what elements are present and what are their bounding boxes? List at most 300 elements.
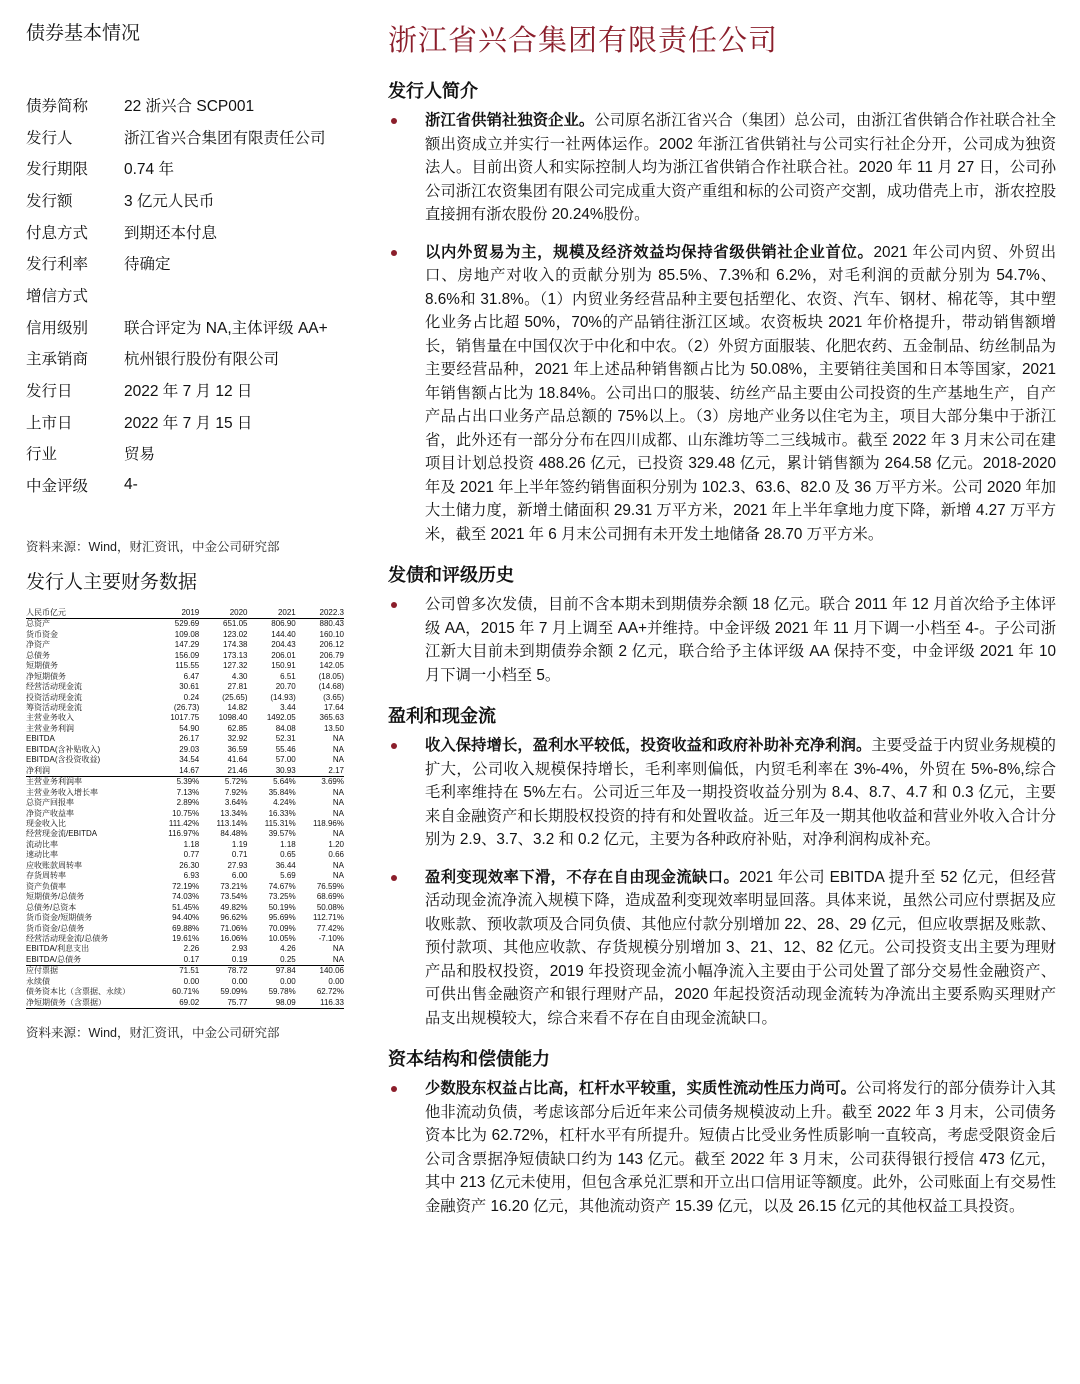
financial-cell: 97.84 <box>275 966 296 976</box>
financial-cell: 0.17 <box>151 955 199 966</box>
bullet-profit-2 <box>388 866 1056 1031</box>
financial-row-label: 净利润 <box>26 766 151 777</box>
financial-cell: 74.03% <box>172 892 200 902</box>
financial-cell: 73.25% <box>268 892 296 902</box>
table-row <box>26 861 344 871</box>
financial-cell: 62.85 <box>227 723 248 733</box>
financial-cell: 115.31% <box>264 819 296 828</box>
financial-header-cell: 2022.3 <box>296 608 344 619</box>
financial-cell: NA <box>296 955 344 966</box>
financial-row-label: 现金收入比 <box>26 819 66 828</box>
financial-cell: 76.59% <box>316 881 344 891</box>
financial-cell: 36.59 <box>227 744 248 754</box>
financial-row-label: 总资产 <box>26 619 50 629</box>
bullet-lead: 浙江省供销社独资企业。 <box>425 112 595 129</box>
bullet-profit-1 <box>388 734 1056 852</box>
financial-cell: 94.40% <box>172 913 200 923</box>
financial-cell: 115.55 <box>175 661 200 671</box>
bond-info-key: 发行人 <box>26 129 73 147</box>
financial-cell: 57.00 <box>275 755 296 765</box>
financial-cell: NA <box>332 871 344 881</box>
bullet-lead: 以内外贸易为主，规模及经济效益均保持省级供销社企业首位。 <box>425 243 874 261</box>
financial-cell: (18.05) <box>318 671 344 681</box>
financial-row-label: EBITDA(含补贴收入) <box>26 744 101 754</box>
financial-cell: 2.17 <box>296 766 344 777</box>
financial-cell: 30.61 <box>179 682 200 692</box>
bond-info-key: 信用级别 <box>26 319 89 337</box>
financial-cell: 52.31 <box>275 734 296 744</box>
financial-header-cell: 2019 <box>151 608 199 619</box>
financial-cell: 116.97% <box>168 829 200 839</box>
financial-row-label: 货币资金/短期债务 <box>26 913 93 923</box>
bond-info-row <box>26 279 356 311</box>
bond-info-value: 2022 年 7 月 15 日 <box>124 414 253 432</box>
table-row <box>26 955 344 966</box>
financial-cell: 32.92 <box>227 734 248 744</box>
financial-row-label: 资产负债率 <box>26 881 66 891</box>
financial-row-label: 永续债 <box>26 976 50 986</box>
financial-cell: 55.46 <box>275 744 296 754</box>
table-row <box>26 703 344 713</box>
table-row <box>26 661 344 671</box>
financial-cell: 78.72 <box>227 966 248 976</box>
financial-row-label: 经营现金流/EBITDA <box>26 829 98 839</box>
financial-row-label: 主营业务收入增长率 <box>26 787 98 797</box>
bullet-body: 公司原名浙江省兴合（集团）总公司，由浙江省供销合作社联合社全额出资成立并实行一社两体运作。2002 年浙江省供销社与公司实行社企分开，公司成为独资法人。目前出资人和实际控制人均为浙江省供销合作社联合社。2020 年 11 月 27 日，公司孙公司浙江农资集团有限公司完成重大资产重组和标的公司资产交割，成功借壳上市，浙农控股直接拥有浙农股份 20.24%股份。 <box>425 112 1056 223</box>
table-row <box>26 998 344 1009</box>
financial-cell: 49.82% <box>220 902 248 912</box>
financial-cell: 113.14% <box>216 819 248 828</box>
financial-row-label: 应收账款周转率 <box>26 860 82 870</box>
financial-cell: 880.43 <box>319 619 344 629</box>
financial-cell: 41.64 <box>227 755 248 765</box>
financial-row-label: 短期债务 <box>26 661 58 671</box>
financial-cell: 0.00 <box>328 976 344 986</box>
financial-cell: 68.69% <box>316 892 344 902</box>
financial-cell: 26.30 <box>179 860 200 870</box>
table-row <box>26 619 344 630</box>
financial-cell: 59.09% <box>220 987 248 997</box>
financial-cell: NA <box>332 787 344 797</box>
financial-cell: 0.71 <box>231 850 248 860</box>
left-column <box>26 18 356 1041</box>
financial-row-label: 经营活动现金流/总债务 <box>26 933 109 943</box>
financial-cell: 73.21% <box>220 881 248 891</box>
financial-cell: 142.05 <box>319 661 344 671</box>
financial-cell: (3.65) <box>323 692 344 702</box>
financial-cell: 5.72% <box>224 777 248 787</box>
financial-cell: 140.06 <box>319 966 344 976</box>
financial-cell: (14.68) <box>318 682 344 692</box>
bullet-dot-icon <box>388 109 425 227</box>
financial-cell: 77.42% <box>316 923 344 933</box>
bond-info-value: 4- <box>124 476 138 494</box>
financial-row-label: EBITDA(含投资收益) <box>26 755 101 765</box>
financial-cell: 173.13 <box>223 650 248 660</box>
table-row <box>26 882 344 892</box>
bond-info-row <box>26 469 356 501</box>
bullet-lead: 盈利变现效率下滑，不存在自由现金流缺口。 <box>425 868 740 886</box>
bond-info-value: 2022 年 7 月 12 日 <box>124 383 253 401</box>
table-row <box>26 809 344 819</box>
financial-row-label: EBITDA <box>26 734 55 744</box>
financial-cell: 806.90 <box>271 619 296 629</box>
financial-cell: 4.24% <box>273 798 296 808</box>
bullet-dot-icon <box>388 866 425 1031</box>
financial-row-label: 流动比率 <box>26 839 58 849</box>
financial-cell: 10.75% <box>172 808 200 818</box>
financial-cell: NA <box>332 944 344 954</box>
financial-table <box>26 608 344 1009</box>
table-row <box>26 766 344 777</box>
financial-row-label: EBITDA/利息支出 <box>26 944 90 954</box>
financial-cell: 14.67 <box>151 766 199 777</box>
financial-cell: 206.79 <box>319 650 344 660</box>
bond-info-value: 3 亿元人民币 <box>124 192 215 210</box>
bond-info-key: 增信方式 <box>26 287 89 305</box>
table-row <box>26 977 344 987</box>
financial-cell: NA <box>332 798 344 808</box>
bond-info-value: 0.74 年 <box>124 161 174 179</box>
financial-cell: NA <box>332 860 344 870</box>
financial-row-label: 主营业务收入 <box>26 713 74 723</box>
table-row <box>26 788 344 798</box>
financial-cell: 84.48% <box>220 829 248 839</box>
financial-cell: 1492.05 <box>266 713 296 723</box>
bullet-issuer-1 <box>388 109 1056 227</box>
financial-row-label: 总债务/总资本 <box>26 902 77 912</box>
financial-cell: 118.96% <box>313 819 344 828</box>
bullet-dot-icon <box>388 241 425 547</box>
table-row <box>26 777 344 788</box>
financial-cell: 20.70 <box>275 682 296 692</box>
financial-cell: 19.61% <box>172 933 200 943</box>
financial-cell: 147.29 <box>174 640 200 650</box>
financial-cell: -7.10% <box>318 933 344 943</box>
bond-info-row <box>26 152 356 184</box>
financial-row-label: 货币资金/总债务 <box>26 923 85 933</box>
bond-info-value: 浙江省兴合集团有限责任公司 <box>124 129 326 147</box>
bond-info-value: 到期还本付息 <box>124 224 218 242</box>
financial-cell: 75.77 <box>199 998 247 1009</box>
table-row <box>26 892 344 902</box>
financial-row-label: 主营业务利润 <box>26 723 74 733</box>
financial-row-label: 筹资活动现金流 <box>26 703 82 713</box>
bullet-dot-icon <box>388 593 425 687</box>
financial-row-label: 净资产 <box>26 640 50 650</box>
bond-info-key: 主承销商 <box>26 351 89 369</box>
financial-cell: 3.64% <box>224 798 248 808</box>
financial-cell: 6.51 <box>280 671 296 681</box>
table-row <box>26 745 344 755</box>
financial-cell: 29.03 <box>179 744 200 754</box>
table-row <box>26 924 344 934</box>
bond-info-key: 发行额 <box>26 192 73 210</box>
financial-row-label: 净短期债务（含票据） <box>26 998 151 1009</box>
financial-row-label: 债务资本比（含票据、永续） <box>26 987 130 997</box>
financial-cell: 10.05% <box>268 933 296 943</box>
financial-header-cell: 2021 <box>248 608 296 619</box>
table-row <box>26 798 344 808</box>
table-row <box>26 840 344 850</box>
financial-cell: 0.77 <box>183 850 200 860</box>
financial-cell: 50.08% <box>316 902 344 912</box>
financial-row-label: EBITDA/总债务 <box>26 955 151 966</box>
financial-cell: 71.51 <box>179 966 200 976</box>
table-row <box>26 944 344 954</box>
section-title-issuer: 发行人简介 <box>388 81 478 101</box>
financial-row-label: 存货周转率 <box>26 871 66 881</box>
financial-cell: (25.65) <box>222 692 248 702</box>
financial-cell: 95.69% <box>268 913 296 923</box>
bond-info-key: 中金评级 <box>26 478 89 496</box>
financial-cell: 6.47 <box>183 671 200 681</box>
bond-info-row <box>26 343 356 375</box>
financial-cell: 30.93 <box>248 766 296 777</box>
table-row <box>26 682 344 692</box>
financial-cell: 71.06% <box>220 923 248 933</box>
financial-cell: 144.40 <box>271 629 296 639</box>
financial-cell: NA <box>332 808 344 818</box>
financial-cell: 0.00 <box>183 976 200 986</box>
bullet-rating-1 <box>388 593 1056 687</box>
financial-header-cell: 2020 <box>199 608 247 619</box>
financial-row-label: 货币资金 <box>26 629 58 639</box>
financial-row-label: 净资产收益率 <box>26 808 74 818</box>
financial-data-title: 发行人主要财务数据 <box>26 571 198 593</box>
financial-cell: NA <box>332 744 344 754</box>
bond-info-row <box>26 216 356 248</box>
financial-cell: 98.09 <box>248 998 296 1009</box>
table-row <box>26 724 344 734</box>
financial-cell: 60.71% <box>172 987 200 997</box>
table-row <box>26 630 344 640</box>
bond-info-row <box>26 374 356 406</box>
financial-cell: 109.08 <box>174 629 200 639</box>
financial-cell: NA <box>332 755 344 765</box>
financial-cell: 5.39% <box>176 777 200 787</box>
bond-info-value: 22 浙兴合 SCP001 <box>124 97 255 115</box>
financial-cell: 21.46 <box>199 766 247 777</box>
bullet-capital-1 <box>388 1077 1056 1218</box>
financial-cell: 204.43 <box>271 640 296 650</box>
bond-info-value: 杭州银行股份有限公司 <box>124 351 280 369</box>
bullet-dot-icon <box>388 1077 425 1218</box>
financial-cell: 36.44 <box>275 860 296 870</box>
financial-cell: 2.26 <box>183 944 200 954</box>
table-row <box>26 819 344 829</box>
financial-row-label: 经营活动现金流 <box>26 682 82 692</box>
financial-cell: NA <box>332 829 344 839</box>
financial-cell: 206.12 <box>319 640 344 650</box>
financial-cell: 0.00 <box>280 976 296 986</box>
financial-cell: 70.09% <box>268 923 296 933</box>
financial-cell: 51.45% <box>172 902 200 912</box>
financial-cell: 62.72% <box>316 987 344 997</box>
financial-cell: 3.44 <box>280 703 296 713</box>
financial-cell: 127.32 <box>223 661 248 671</box>
table-row <box>26 913 344 923</box>
table-row <box>26 987 344 997</box>
table-row <box>26 966 344 977</box>
financial-cell: 72.19% <box>172 881 200 891</box>
financial-cell: 1098.40 <box>218 713 248 723</box>
bullet-body: 公司曾多次发债，目前不含本期未到期债券余额 18 亿元。联合 2011 年 12 月首次给予主体评级 AA，2015 年 7 月上调至 AA+并维持。中金评级 2021 年 11 月下调一小档至 4-。子公司浙江新大目前未到期债券余额 2 亿元，联合给予主体评级 AA 保持不变，中金评级 2021 年 10 月下调一小档至 5。 <box>425 596 1056 684</box>
financial-row-label: 投资活动现金流 <box>26 692 82 702</box>
financial-cell: 17.64 <box>323 703 344 713</box>
bond-info-row <box>26 184 356 216</box>
financial-cell: 35.84% <box>268 787 296 797</box>
financial-cell: 174.38 <box>223 640 248 650</box>
bond-info-key: 行业 <box>26 446 58 464</box>
financial-cell: 1.18 <box>183 839 200 849</box>
financial-cell: 150.91 <box>271 661 296 671</box>
financial-cell: 16.33% <box>268 808 296 818</box>
bond-info-row <box>26 311 356 343</box>
financial-row-label: 总资产回报率 <box>26 798 74 808</box>
financial-cell: 50.19% <box>268 902 296 912</box>
bullet-issuer-2 <box>388 241 1056 547</box>
financial-cell: NA <box>332 734 344 744</box>
financial-cell: 0.00 <box>231 976 248 986</box>
financial-cell: 3.69% <box>321 777 344 787</box>
financial-cell: (26.73) <box>173 703 200 713</box>
financial-cell: 529.69 <box>174 619 200 629</box>
company-title: 浙江省兴合集团有限责任公司 <box>388 25 779 57</box>
financial-cell: 0.66 <box>328 850 344 860</box>
bullet-body: 2021 年公司内贸、外贸出口、房地产对收入的贡献分别为 85.5%、7.3%和 6.2%，对毛利润的贡献分别为 54.7%、8.6%和 31.8%。（1）内贸业务经营品种主要包括塑化、农资、汽车、钢材、棉花等，其中塑化业务占比超 50%，70%的产品销往浙江区域。农资板块 2021 年价格提升，带动销售额增长，销售量在中国仅次于中化和中农。（2）外贸方面服装、化肥农药、五金制品、纺丝制品为主要经营品种，2021 年上述品种销售额占比为 50.08%，主要销往美国和日本等国家，2021 年销售额占比为 18.84%。公司出口的服装、纺丝产品主要由公司投资的生产基地生产，自产产品占出口业务产品总额的 75%以上。（3）房地产业务以住宅为主，项目大部分集中于浙江省，此外还有一部分分布在四川成都、山东潍坊等二三线城市。截至 2022 年 3 月末公司在建项目计划总投资 488.26 亿元，已投资 329.48 亿元，累计销售额为 264.58 亿元。2018-2020 年及 2021 年上半年签约销售面积分别为 102.3、63.6、82.0 及 36 万平方米。公司 2020 年加大土储力度，新增土储面积 29.31 万平方米，2021 年上半年拿地力度下降，新增 4.27 万平方米，截至 2021 年 6 月末公司拥有未开发土地储备 28.70 万平方米。 <box>425 243 1056 543</box>
financial-header-cell: 人民币亿元 <box>26 608 151 619</box>
financial-row-label: 净短期债务 <box>26 671 66 681</box>
table-row <box>26 640 344 650</box>
financial-cell: 27.93 <box>227 860 248 870</box>
table-row <box>26 651 344 661</box>
financial-cell: 2.93 <box>231 944 248 954</box>
bond-info-value: 贸易 <box>124 446 156 464</box>
bullet-body: 公司将发行的部分债券计入其他非流动负债，考虑该部分后近年来公司债务规模波动上升。截至 2022 年 3 月末，公司债务资本比为 62.72%，杠杆水平有所提升。短债占比受业务性质影响一直较高，考虑受限资金后公司含票据净短债缺口约为 143 亿元。截至 2022 年 3 月末，公司获得银行授信 473 亿元，其中 213 亿元未使用，但包含承兑汇票和开立出口信用证等额度。此外，公司账面上有交易性金融资产 16.20 亿元，其他流动资产 15.39 亿元，以及 26.15 亿元的其他权益工具投资。 <box>425 1080 1056 1215</box>
bond-info-key: 上市日 <box>26 414 73 432</box>
financial-cell: 111.42% <box>168 819 200 828</box>
table-row <box>26 829 344 839</box>
financial-cell: 14.82 <box>227 703 248 713</box>
bond-info-row <box>26 121 356 153</box>
financial-cell: 69.02 <box>151 998 199 1009</box>
financial-cell: 4.26 <box>280 944 296 954</box>
financial-cell: 6.93 <box>183 871 200 881</box>
financial-cell: 5.69 <box>280 871 296 881</box>
bond-info-key: 发行利率 <box>26 256 89 274</box>
financial-cell: 1.20 <box>328 839 344 849</box>
financial-cell: 84.08 <box>275 723 296 733</box>
financial-cell: 7.13% <box>176 787 200 797</box>
financial-cell: 116.33 <box>296 998 344 1009</box>
financial-cell: 0.19 <box>199 955 247 966</box>
financial-cell: 26.17 <box>179 734 200 744</box>
financial-cell: 365.63 <box>319 713 344 723</box>
financial-cell: 96.62% <box>220 913 248 923</box>
financial-cell: 160.10 <box>319 629 344 639</box>
financial-cell: 0.24 <box>183 692 200 702</box>
bond-info-value: 待确定 <box>124 256 171 274</box>
financial-cell: 0.65 <box>280 850 296 860</box>
bullet-lead: 收入保持增长，盈利水平较低，投资收益和政府补助补充净利润。 <box>425 737 872 754</box>
bullet-dot-icon <box>388 734 425 852</box>
bullet-body: 2021 年公司 EBITDA 提升至 52 亿元，但经营活动现金流净流入规模下降，造成盈利变现效率明显回落。具体来说，虽然公司应付票据及应收账款、预收款项及合同负债、其他应付款分别增加 22、28、29 亿元，但应收票据及账款、预付款项、其他应收款、存货规模分别增加 3、21、12、82 亿元。公司投资支出主要为理财产品和股权投资，2019 年投资现金流小幅净流入主要由于公司处置了部分交易性金融资产、可供出售金融资产和银行理财产品，2020 年起投资活动现金流转为净流出主要系购买理财产品支出规模较大，综合来看不存在自由现金流缺口。 <box>425 868 1056 1027</box>
table-row <box>26 871 344 881</box>
financial-cell: 39.57% <box>268 829 296 839</box>
financial-cell: 5.64% <box>273 777 296 787</box>
financial-cell: 73.54% <box>220 892 248 902</box>
financial-cell: 4.30 <box>231 671 248 681</box>
bond-info-row <box>26 247 356 279</box>
section-title-capital-structure: 资本结构和偿债能力 <box>388 1049 550 1069</box>
financial-cell: 156.09 <box>174 650 200 660</box>
financial-cell: 7.92% <box>224 787 248 797</box>
bond-info-key: 付息方式 <box>26 224 89 242</box>
bond-basic-info <box>26 89 356 501</box>
bond-info-key: 发行日 <box>26 383 73 401</box>
table-row <box>26 693 344 703</box>
bullet-body: 主要受益于内贸业务规模的扩大，公司收入规模保持增长，毛利率则偏低，内贸毛利率在 3%-4%，外贸在 5%-8%,综合毛利率维持在 5%左右。公司近三年及一期投资收益分别为 8.4、8.7、4.7 和 0.3 亿元，主要来自金融资产和长期股权投资的持有和处置收益。近三年及一期其他收益和营业外收入合计分别为 2.9、3.7、3.2 和 0.2 亿元，主要为各种政府补贴，对净利润构成补充。 <box>425 737 1056 848</box>
bond-info-key: 债券简称 <box>26 97 89 115</box>
bond-info-row <box>26 89 356 121</box>
financial-cell: (14.93) <box>270 692 296 702</box>
financial-table-header <box>26 608 344 619</box>
financial-cell: 54.90 <box>179 723 200 733</box>
financial-cell: 651.05 <box>223 619 248 629</box>
table-row <box>26 850 344 860</box>
table-row <box>26 672 344 682</box>
bond-info-row <box>26 438 356 470</box>
bond-info-row <box>26 406 356 438</box>
right-column <box>388 18 1056 1218</box>
financial-cell: 69.88% <box>172 923 200 933</box>
financial-cell: 1.19 <box>231 839 248 849</box>
financial-row-label: 主营业务利润率 <box>26 777 82 787</box>
financial-cell: 13.34% <box>220 808 248 818</box>
section-title-profit-cashflow: 盈利和现金流 <box>388 706 496 726</box>
financial-cell: 123.02 <box>223 629 248 639</box>
financial-cell: 74.67% <box>268 881 296 891</box>
table-row <box>26 903 344 913</box>
financial-cell: 6.00 <box>231 871 248 881</box>
table-row <box>26 755 344 765</box>
financial-cell: 2.89% <box>176 798 200 808</box>
financial-row-label: 短期债务/总债务 <box>26 892 85 902</box>
table-row <box>26 734 344 744</box>
financial-cell: 0.25 <box>248 955 296 966</box>
source-note-2: 资料来源：Wind，财汇资讯，中金公司研究部 <box>26 1026 280 1041</box>
bond-info-key: 发行期限 <box>26 161 89 179</box>
financial-cell: 27.81 <box>227 682 248 692</box>
table-row <box>26 713 344 723</box>
financial-cell: 34.54 <box>179 755 200 765</box>
financial-row-label: 速动比率 <box>26 850 58 860</box>
financial-cell: 206.01 <box>271 650 296 660</box>
financial-cell: 112.71% <box>313 913 344 923</box>
bullet-lead: 少数股东权益占比高，杠杆水平较重，实质性流动性压力尚可。 <box>425 1080 856 1097</box>
table-row <box>26 934 344 944</box>
bond-info-value: 联合评定为 NA,主体评级 AA+ <box>124 319 328 337</box>
financial-row-label: 总债务 <box>26 650 50 660</box>
financial-row-label: 应付票据 <box>26 966 58 976</box>
financial-cell: 59.78% <box>268 987 296 997</box>
financial-cell: 16.06% <box>220 933 248 943</box>
bond-basic-title: 债券基本情况 <box>26 23 141 44</box>
source-note-1: 资料来源：Wind，财汇资讯，中金公司研究部 <box>26 539 280 554</box>
financial-cell: 13.50 <box>323 723 344 733</box>
section-title-rating-history: 发债和评级历史 <box>388 565 514 585</box>
